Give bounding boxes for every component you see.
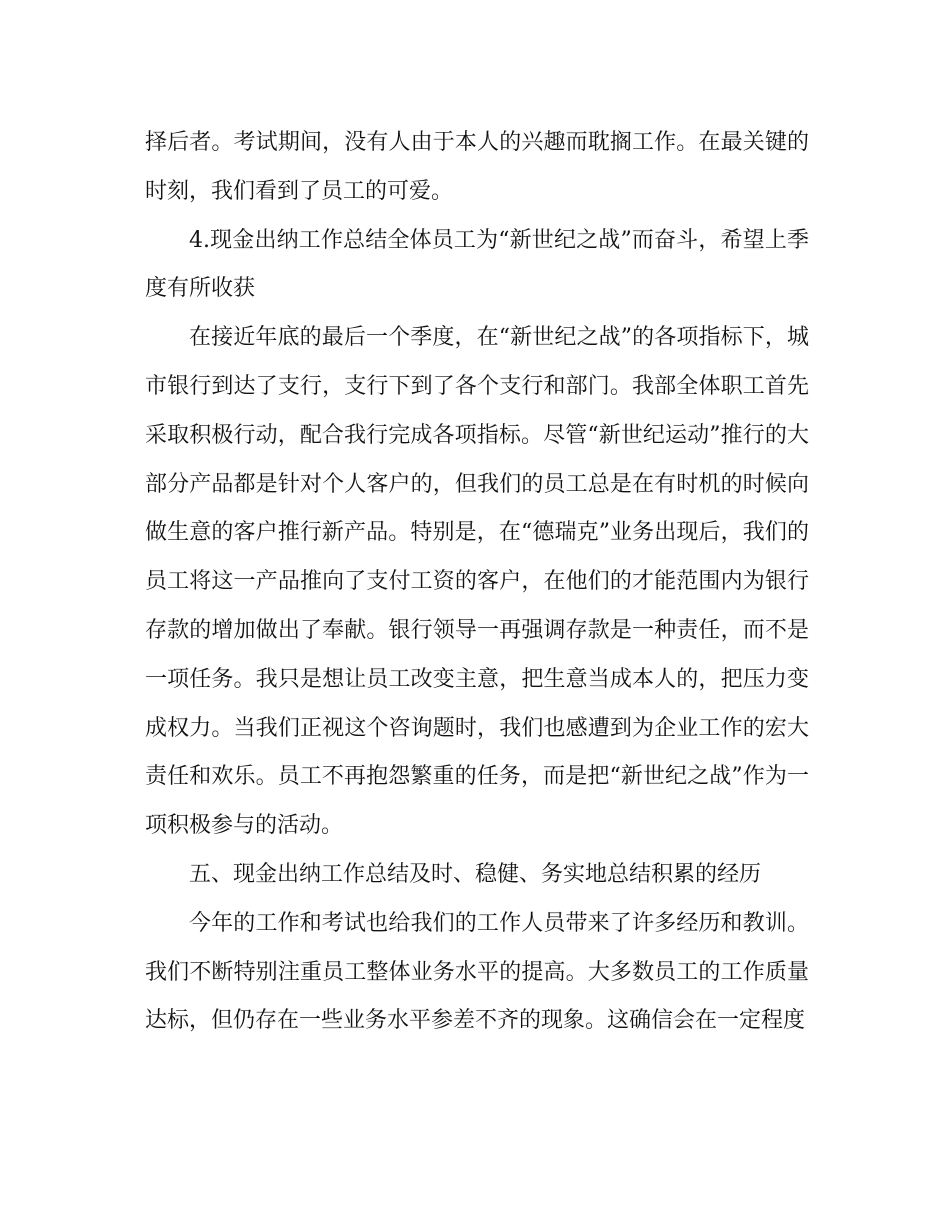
paragraph-body: 今年的工作和考试也给我们的工作人员带来了许多经历和教训。我们不断特别注重员工整体业务水平的提高。大多数员工的工作质量达标，但仍存在一些业务水平参差不齐的现象。这确信会在一定程度 [145, 910, 809, 1034]
section-heading-5: 五、现金出纳工作总结及时、稳健、务实地总结积累的经历 [189, 861, 762, 887]
paragraph-body: 在接近年底的最后一个季度，在“新世纪之战”的各项指标下，城市银行到达了支行，支行下到了各个支行和部门。我部全体职工首先采取积极行动，配合我行完成各项指标。尽管“新世纪运动”推行的大部分产品都是针对个人客户的，但我们的员工总是在有时机的时候向做生意的客户推行新产品。特别是，在“德瑞克”业务出现后，我们的员工将这一产品推向了支付工资的客户，在他们的才能范围内为银行存款的增加做出了奉献。银行领导一再强调存款是一种责任，而不是一项任务。我只是想让员工改变主意，把生意当成本人的，把压力变成权力。当我们正视这个咨询题时，我们也感遭到为企业工作的宏大责任和欢乐。员工不再抱怨繁重的任务，而是把“新世纪之战”作为一项积极参与的活动。 [145, 325, 809, 839]
paragraph-continuation: 择后者。考试期间，没有人由于本人的兴趣而耽搁工作。在最关键的时刻，我们看到了员工的可爱。 [145, 130, 809, 204]
document-body [145, 119, 809, 1046]
section-heading-4: 4.现金出纳工作总结全体员工为“新世纪之战”而奋斗，希望上季度有所收获 [145, 227, 809, 302]
